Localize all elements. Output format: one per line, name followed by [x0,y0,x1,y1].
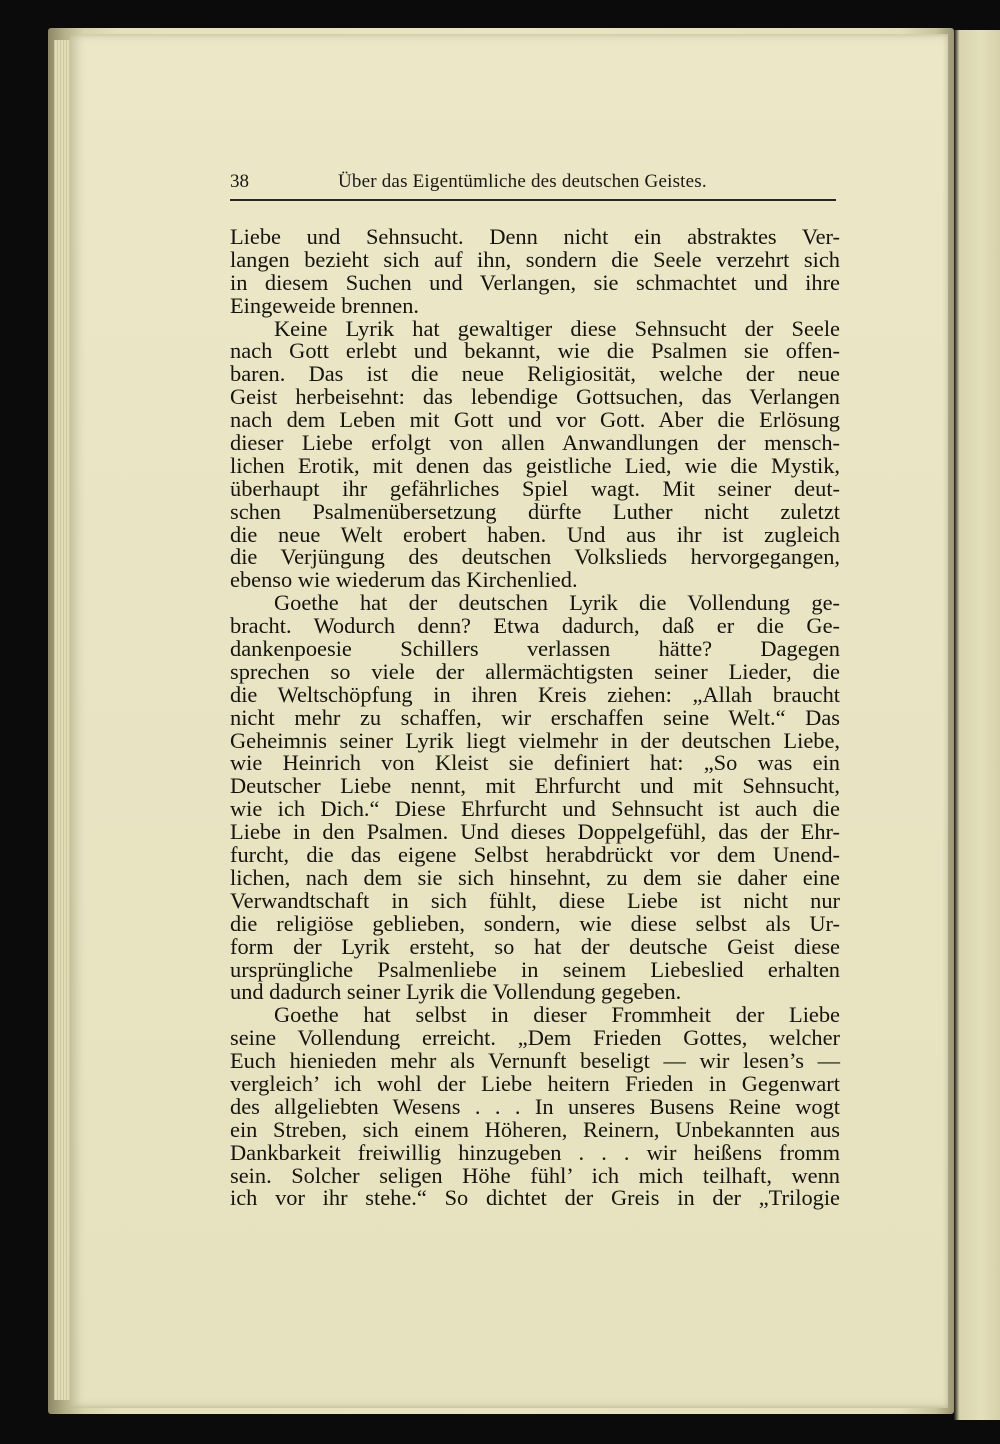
text-line: die religiöse geblieben, sondern, wie diese selbst als Ur- [230,910,840,936]
text-line: schen Psalmenübersetzung dürfte Luther nicht zuletzt [230,498,840,524]
text-line: Keine Lyrik hat gewaltiger diese Sehnsucht der Seele [274,315,840,341]
text-line: nach Gott erlebt und bekannt, wie die Psalmen sie offen- [230,338,840,364]
text-line: Dankbarkeit freiwillig hinzugeben . . . wir heißens fromm [230,1139,840,1165]
text-line: dieser Liebe erfolgt von allen Anwandlungen der mensch- [230,430,840,456]
text-line: Liebe und Sehnsucht. Denn nicht ein abstraktes Ver- [230,224,840,249]
text-line: wie Heinrich von Kleist sie definiert hat: „So was ein [230,750,840,776]
text-line: Geist herbeisehnt: das lebendige Gottsuchen, das Verlangen [230,384,840,410]
text-line: nach dem Leben mit Gott und vor Gott. Aber die Erlösung [230,407,840,433]
text-line: dankenpoesie Schillers verlassen hätte? Dagegen [230,636,840,662]
page-number: 38 [230,171,249,192]
running-title: Über das Eigentümliche des deutschen Geistes. [338,171,707,192]
text-line: vergleich’ ich wohl der Liebe heitern Frieden in Gegenwart [230,1070,840,1096]
text-line: sein. Solcher seligen Höhe fühl’ ich mich teilhaft, wenn [230,1162,840,1188]
text-line: in diesem Suchen und Verlangen, sie schmachtet und ihre [230,269,840,295]
text-line: des allgeliebten Wesens . . . In unseres Busens Reine wogt [230,1093,840,1119]
text-line: nicht mehr zu schaffen, wir erschaffen seine Welt.“ Das [230,704,840,730]
text-line: furcht, die das eigene Selbst herabdrückt vor dem Unend- [230,842,840,868]
text-line: Goethe hat der deutschen Lyrik die Vollendung ge- [274,590,840,616]
page-header [230,171,838,199]
text-line: Geheimnis seiner Lyrik liegt vielmehr in der deutschen Liebe, [230,727,840,753]
text-line: Deutscher Liebe nennt, mit Ehrfurcht und mit Sehnsucht, [230,773,840,799]
text-line: Eingeweide brennen. [230,292,419,318]
text-line: die Verjüngung des deutschen Volkslieds hervorgegangen, [230,544,840,570]
text-line: baren. Das ist die neue Religiosität, welche der neue [230,361,840,387]
text-line: wie ich Dich.“ Diese Ehrfurcht und Sehnsucht ist auch die [230,796,840,822]
text-line: ursprüngliche Psalmenliebe in seinem Liebeslied erhalten [230,956,840,982]
text-line: lichen, nach dem sie sich hinsehnt, zu dem sie daher eine [230,864,840,890]
text-line: die Weltschöpfung in ihren Kreis ziehen: „Allah braucht [230,681,840,707]
page-gutter [54,40,70,1400]
text-line: Liebe in den Psalmen. Und dieses Doppelgefühl, das der Ehr- [230,819,840,845]
text-line: seine Vollendung erreicht. „Dem Frieden Gottes, welcher [230,1025,840,1051]
text-line: Verwandtschaft in sich fühlt, diese Liebe ist nicht nur [230,887,840,913]
header-rule [230,199,836,201]
text-line: Goethe hat selbst in dieser Frommheit der Liebe [274,1002,840,1028]
body-text [230,226,840,1210]
text-line: Euch hienieden mehr als Vernunft beseligt — wir lesen’s — [230,1048,840,1074]
adjacent-page-edge [954,30,1000,1420]
text-line: lichen Erotik, mit denen das geistliche Lied, wie die Mystik, [230,452,840,478]
text-line: bracht. Wodurch denn? Etwa dadurch, daß er die Ge- [230,613,840,639]
text-line: ich vor ihr stehe.“ So dichtet der Greis in der „Trilogie [230,1185,840,1211]
text-line: und dadurch seiner Lyrik die Vollendung gegeben. [230,979,682,1005]
text-line: sprechen so viele der allermächtigsten seiner Lieder, die [230,658,840,684]
text-line: form der Lyrik ersteht, so hat der deutsche Geist diese [230,933,840,959]
text-line: ein Streben, sich einem Höheren, Reinern, Unbekannten aus [230,1116,840,1142]
text-line: langen bezieht sich auf ihn, sondern die Seele verzehrt sich [230,246,840,272]
text-line: überhaupt ihr gefährliches Spiel wagt. Mit seiner deut- [230,475,840,501]
text-line: die neue Welt erobert haben. Und aus ihr ist zugleich [230,521,840,547]
text-line: ebenso wie wiederum das Kirchenlied. [230,567,578,593]
